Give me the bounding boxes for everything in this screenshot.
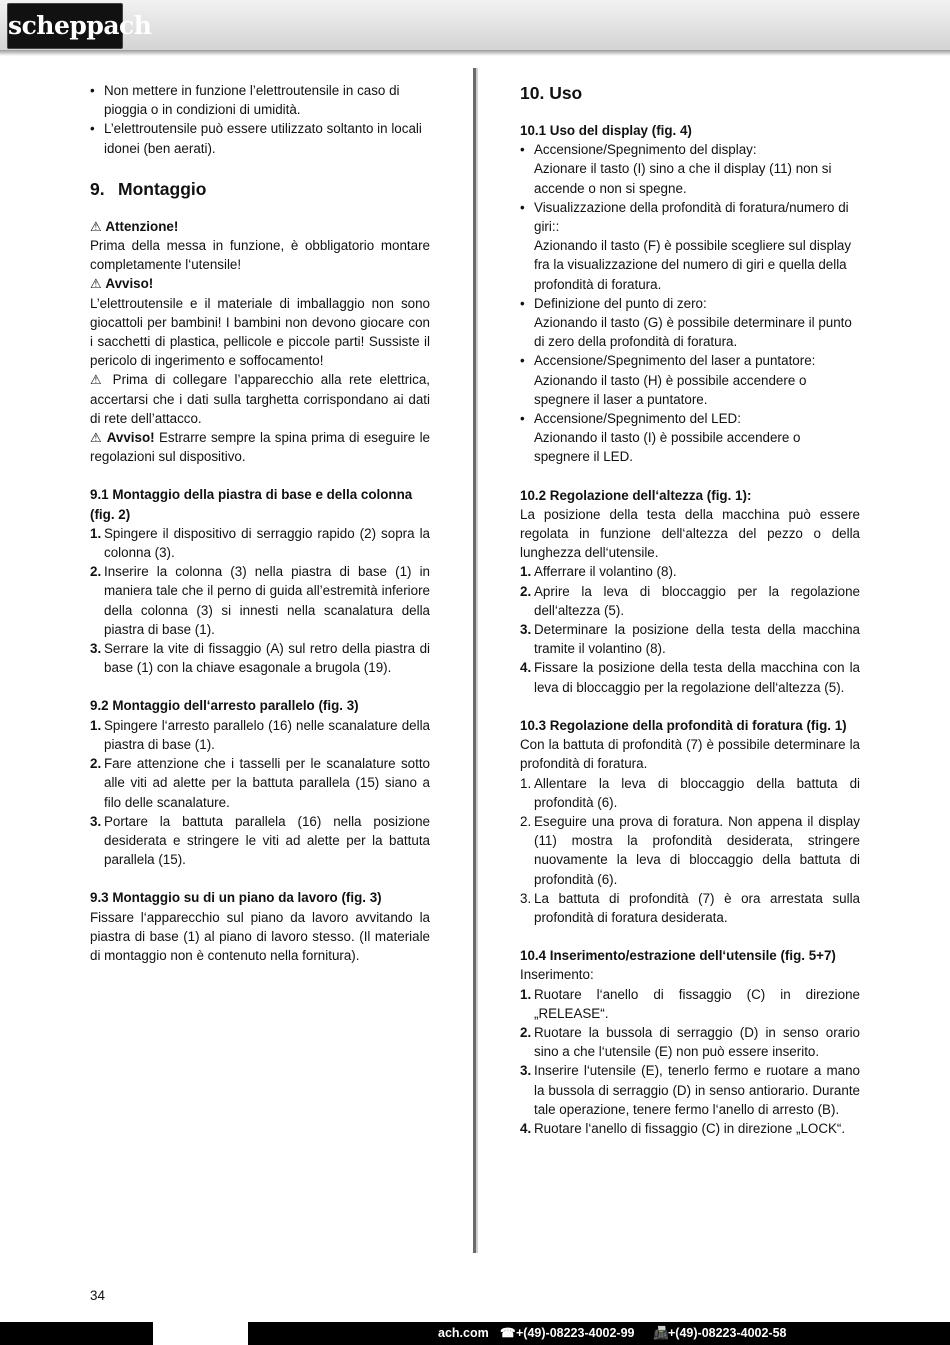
subsection-heading: 10.1 Uso del display (fig. 4): [520, 123, 692, 138]
numbered-step: 3. Serrare la vite di fissaggio (A) sul retro della piastra di base (1) con la chiave esagonale a brugola (19).: [90, 641, 430, 676]
attention-text: Prima della messa in funzione, è obbligatorio montare completamente l‘utensile!: [90, 238, 430, 273]
numbered-step: 3. La battuta di profondità (7) è ora arrestata sulla profondità di foratura desiderata.: [520, 890, 860, 925]
warning-icon: ⚠: [90, 430, 103, 446]
phone-icon: ☎: [500, 1326, 516, 1340]
footer-gap: [153, 1322, 248, 1345]
right-column: [520, 81, 860, 1138]
numbered-step: 2. Ruotare la bussola di serraggio (D) in senso orario sino a che l‘utensile (E) non può essere inserito.: [520, 1024, 860, 1060]
bullet-body: Azionando il tasto (I) è possibile accendere o spegnere il LED.: [534, 430, 801, 465]
footer-fax: +(49)-08223-4002-58: [668, 1326, 787, 1340]
fax-icon: 📠: [653, 1326, 669, 1340]
mains-warning: ⚠ Prima di collegare l’apparecchio alla rete elettrica, accertarsi che i dati sulla targhetta corrispondano ai dati di rete dell’attacco.: [90, 372, 430, 426]
footer-bar-left: [0, 1322, 153, 1345]
footer-phone: +(49)-08223-4002-99: [516, 1326, 635, 1340]
subsection-heading: 10.4 Inserimento/estrazione dell‘utensile (fig. 5+7): [520, 948, 836, 964]
bullet-body: Azionando il tasto (G) è possibile determinare il punto di zero della profondità di foratura.: [534, 315, 852, 350]
bullet-item: • Accensione/Spegnimento del display:: [520, 140, 860, 159]
warning-icon: ⚠: [90, 218, 102, 234]
left-column: [90, 81, 430, 965]
numbered-step: 2. Aprire la leva di bloccaggio per la regolazione dell‘altezza (5).: [520, 583, 860, 618]
header-shadow: [0, 50, 950, 56]
bullet-item: • Definizione del punto di zero:: [520, 294, 860, 313]
numbered-step: 1. Spingere il dispositivo di serraggio rapido (2) sopra la colonna (3).: [90, 525, 430, 561]
paragraph: Inserimento:: [520, 967, 594, 983]
numbered-step: 1. Spingere l‘arresto parallelo (16) nelle scanalature della piastra di base (1).: [90, 717, 430, 752]
numbered-step: 3. Determinare la posizione della testa della macchina tramite il volantino (8).: [520, 622, 860, 657]
warning-icon: ⚠: [90, 276, 102, 292]
attention-label: ⚠ Attenzione!: [90, 218, 179, 234]
brand-logo: scheppach: [7, 3, 123, 49]
subsection-heading: 10.3 Regolazione della profondità di foratura (fig. 1): [520, 717, 847, 733]
numbered-step: 3. Portare la battuta parallela (16) nella posizione desiderata e stringere le viti ad alette per la battuta parallela (15).: [90, 813, 430, 868]
numbered-step: 2. Eseguire una prova di foratura. Non appena il display (11) mostra la profondità desiderata, stringere nuovamente la leva di bloccaggio della battuta di profondità (6).: [520, 813, 860, 887]
bullet-item: • Non mettere in funzione l’elettroutensile in caso di pioggia o in condizioni di umidità.: [90, 81, 430, 119]
bullet-item: • Accensione/Spegnimento del laser a puntatore:: [520, 351, 860, 370]
warning-icon: ⚠: [90, 372, 106, 388]
page-number: 34: [90, 1288, 105, 1303]
section-number: 9.: [90, 178, 105, 199]
subsection-heading: 9.2 Montaggio dell‘arresto parallelo (fig. 3): [90, 698, 359, 714]
subsection-heading: 9.1 Montaggio della piastra di base e della colonna (fig. 2): [90, 487, 413, 522]
subsection-heading: 10.2 Regolazione dell‘altezza (fig. 1):: [520, 487, 752, 503]
section-heading: 10. Uso: [520, 83, 583, 103]
avviso-label: ⚠ Avviso!: [90, 276, 154, 292]
bullet-body: Azionando il tasto (F) è possibile scegliere sul display fra la visualizzazione del numero di giri e quella della profondità di foratura.: [534, 238, 852, 292]
header-bar: [0, 0, 950, 50]
numbered-step: 2. Fare attenzione che i tasselli per le scanalature sotto alle viti ad alette per la battuta parallela (15) siano a filo delle scanalature.: [90, 756, 430, 810]
numbered-step: 3. Inserire l‘utensile (E), tenerlo fermo e ruotare a mano la bussola di serraggio (D) in senso antiorario. Durante tale operazione, tenere fermo l‘anello di arresto (B).: [520, 1063, 860, 1117]
paragraph: Fissare l‘apparecchio sul piano da lavoro avvitando la piastra di base (1) al piano di lavoro stesso. (Il materiale di montaggio non è contenuto nella fornitura).: [90, 909, 430, 963]
section-title: Montaggio: [118, 178, 207, 199]
paragraph: Con la battuta di profondità (7) è possibile determinare la profondità di foratura.: [520, 737, 860, 772]
avviso2: ⚠ Avviso! Estrarre sempre la spina prima di eseguire le regolazioni sul dispositivo.: [90, 430, 430, 465]
numbered-step: 2. Inserire la colonna (3) nella piastra di base (1) in maniera tale che il perno di guida all’estremità inferiore della colonna (3) si innesti nella scanalatura della piastra di base (1).: [90, 564, 430, 637]
section-heading: [90, 177, 430, 201]
bullet-item: • Visualizzazione della profondità di foratura/numero di giri::: [520, 198, 860, 236]
bullet-body: Azionando il tasto (H) è possibile accendere o spegnere il laser a puntatore.: [534, 372, 807, 407]
column-divider-shadow: [476, 68, 478, 1253]
numbered-step: 4. Ruotare l‘anello di fissaggio (C) in direzione „LOCK“.: [520, 1120, 846, 1136]
numbered-step: 4. Fissare la posizione della testa della macchina con la leva di bloccaggio per la regolazione dell‘altezza (5).: [520, 660, 860, 695]
bullet-body: Azionare il tasto (I) sino a che il display (11) non si accende o non si spegne.: [534, 161, 832, 196]
numbered-step: 1. Allentare la leva di bloccaggio della battuta di profondità (6).: [520, 775, 860, 810]
footer-web: ach.com: [438, 1326, 489, 1340]
bullet-item: • Accensione/Spegnimento del LED:: [520, 409, 860, 428]
paragraph: La posizione della testa della macchina può essere regolata in funzione dell‘altezza del pezzo o della lunghezza dell‘utensile.: [520, 506, 860, 561]
subsection-heading: 9.3 Montaggio su di un piano da lavoro (fig. 3): [90, 890, 382, 906]
footer-bar-contact: [248, 1322, 950, 1345]
avviso-text: L’elettroutensile e il materiale di imballaggio non sono giocattoli per bambini! I bambini non devono giocare con i sacchetti di plastica, pellicole e piccole parti! Sussiste il pericolo di ingerimento e soffocamento!: [90, 295, 430, 369]
numbered-step: 1. Afferrare il volantino (8).: [520, 564, 677, 580]
bullet-item: • L’elettroutensile può essere utilizzato soltanto in locali idonei (ben aerati).: [90, 119, 430, 157]
numbered-step: 1. Ruotare l‘anello di fissaggio (C) in direzione „RELEASE“.: [520, 986, 860, 1021]
